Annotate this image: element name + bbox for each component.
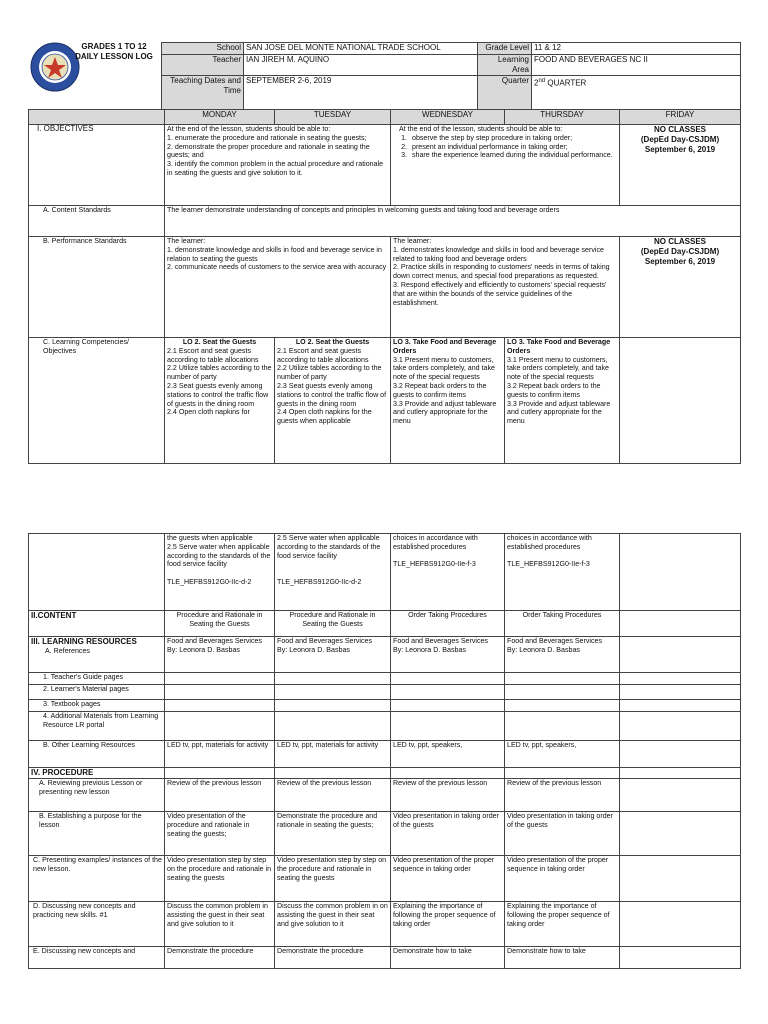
procedure-label: IV. PROCEDURE bbox=[29, 768, 165, 779]
proc-e-friday bbox=[620, 947, 741, 969]
objectives-label: I. OBJECTIVES bbox=[29, 125, 165, 206]
proc-c-friday bbox=[620, 856, 741, 902]
continuation-label bbox=[29, 534, 165, 611]
day-wednesday: WEDNESDAY bbox=[391, 110, 505, 125]
performance-standards-mon-tue: The learner: 1. demonstrate knowledge and skills in food and beverage service in relation to seating the guests 2. communicate needs of customers to the service area with accuracy bbox=[165, 237, 391, 338]
competencies-wednesday: LO 3. Take Food and Beverage Orders 3.1 Present menu to customers, take orders completely, and take note of the special requests 3.2 Repeat back orders to the guests to confirm items 3.3 Provide and adjust tableware and cutlery appropriate for the menu bbox=[391, 338, 505, 464]
content-tuesday: Procedure and Rationale in Seating the Guests bbox=[275, 611, 391, 637]
teaching-dates-label: Teaching Dates and Time bbox=[162, 76, 244, 110]
textbook-label: 3. Textbook pages bbox=[29, 700, 165, 712]
proc-c-monday: Video presentation step by step on the procedure and rationale in seating the guests bbox=[165, 856, 275, 902]
other-resources-label: B. Other Learning Resources bbox=[29, 741, 165, 768]
performance-standards-wed-thu: The learner: 1. demonstrates knowledge and skills in food and beverage service related to taking food and beverage orders 2. Practice skills in responding to customers' needs in terms of taking down correct menus, and special food preparations as requested. 3. Respond effectively and efficiently to customers' special requests' that are within the bounds of the service guidelines of the establishment. bbox=[391, 237, 620, 338]
day-monday: MONDAY bbox=[165, 110, 275, 125]
continuation-friday bbox=[620, 534, 741, 611]
proc-b-monday: Video presentation of the procedure and rationale in seating the guests; bbox=[165, 812, 275, 856]
proc-d-tuesday: Discuss the common problem in on assisting the guest in their seat and give solution to it bbox=[275, 902, 391, 947]
teacher-value: IAN JIREH M. AQUINO bbox=[244, 55, 478, 76]
objectives-mon-tue: At the end of the lesson, students should be able to: 1. enumerate the procedure and rationale in seating the guests; 2. demonstrate the proper procedure and rationale in seating the guests; and 3. identify the common problem in the actual procedure and rationale in seating the guests and give solution to it. bbox=[165, 125, 391, 206]
proc-b-thursday: Video presentation in taking order of the guests bbox=[505, 812, 620, 856]
teaching-dates-value: SEPTEMBER 2-6, 2019 bbox=[244, 76, 478, 110]
quarter-label: Quarter bbox=[478, 76, 532, 110]
proc-c-label: C. Presenting examples/ instances of the new lesson. bbox=[29, 856, 165, 902]
other-resources-tuesday: LED tv, ppt, materials for activity bbox=[275, 741, 391, 768]
document-title bbox=[72, 42, 156, 62]
continuation-wednesday: choices in accordance with established procedures TLE_HEFBS912G0-IIe-f-3 bbox=[391, 534, 505, 611]
resources-tuesday: Food and Beverages Services By: Leonora D. Basbas bbox=[275, 637, 391, 673]
content-thursday: Order Taking Procedures bbox=[505, 611, 620, 637]
proc-d-thursday: Explaining the importance of following the proper sequence of taking order bbox=[505, 902, 620, 947]
proc-a-monday: Review of the previous lesson bbox=[165, 779, 275, 812]
teacher-label: Teacher bbox=[162, 55, 244, 76]
day-tuesday: TUESDAY bbox=[275, 110, 391, 125]
proc-b-tuesday: Demonstrate the procedure and rationale in seating the guests; bbox=[275, 812, 391, 856]
resources-label: III. LEARNING RESOURCES A. References bbox=[29, 637, 165, 673]
content-monday: Procedure and Rationale in Seating the Guests bbox=[165, 611, 275, 637]
proc-a-friday bbox=[620, 779, 741, 812]
proc-c-thursday: Video presentation of the proper sequence in taking order bbox=[505, 856, 620, 902]
school-label: School bbox=[162, 43, 244, 55]
resources-thursday: Food and Beverages Services By: Leonora D. Basbas bbox=[505, 637, 620, 673]
proc-d-friday bbox=[620, 902, 741, 947]
grade-level-label: Grade Level bbox=[478, 43, 532, 55]
proc-a-thursday: Review of the previous lesson bbox=[505, 779, 620, 812]
continuation-thursday: choices in accordance with established procedures TLE_HEFBS912G0-IIe-f-3 bbox=[505, 534, 620, 611]
resources-monday: Food and Beverages Services By: Leonora D. Basbas bbox=[165, 637, 275, 673]
content-label: II.CONTENT bbox=[29, 611, 165, 637]
corner-cell bbox=[29, 110, 165, 125]
header-table bbox=[161, 42, 741, 110]
proc-a-label: A. Reviewing previous Lesson or presenting new lesson bbox=[29, 779, 165, 812]
content-standards-text: The learner demonstrate understanding of concepts and principles in welcoming guests and taking food and beverage orders bbox=[165, 206, 741, 237]
day-friday: FRIDAY bbox=[620, 110, 741, 125]
other-resources-monday: LED tv, ppt, materials for activity bbox=[165, 741, 275, 768]
resources-friday bbox=[620, 637, 741, 673]
quarter-value: 2nd QUARTER bbox=[532, 76, 741, 110]
additional-materials-label: 4. Additional Materials from Learning Resource LR portal bbox=[29, 712, 165, 741]
proc-a-wednesday: Review of the previous lesson bbox=[391, 779, 505, 812]
learners-material-label: 2. Learner's Material pages bbox=[29, 685, 165, 700]
proc-e-label: E. Discussing new concepts and bbox=[29, 947, 165, 969]
continuation-monday: the guests when applicable 2.5 Serve water when applicable according to the standards of the food service facility TLE_HEFBS912G0-IIc-d-2 bbox=[165, 534, 275, 611]
proc-d-wednesday: Explaining the importance of following the proper sequence of taking order bbox=[391, 902, 505, 947]
proc-d-label: D. Discussing new concepts and practicing new skills. #1 bbox=[29, 902, 165, 947]
competencies-friday bbox=[620, 338, 741, 464]
learning-area-value: FOOD AND BEVERAGES NC II bbox=[532, 55, 741, 76]
school-value: SAN JOSE DEL MONTE NATIONAL TRADE SCHOOL bbox=[244, 43, 478, 55]
proc-e-monday: Demonstrate the procedure bbox=[165, 947, 275, 969]
proc-c-wednesday: Video presentation of the proper sequence in taking order bbox=[391, 856, 505, 902]
objectives-wed-thu: At the end of the lesson, students should be able to: 1. observe the step by step procedure in taking order; 2. present an individual performance in taking order; 3. share the experience learned during the individual performance. bbox=[391, 125, 620, 206]
grade-level-value: 11 & 12 bbox=[532, 43, 741, 55]
day-thursday: THURSDAY bbox=[505, 110, 620, 125]
title-line1: GRADES 1 TO 12 bbox=[81, 42, 147, 51]
lesson-table-page2 bbox=[28, 533, 741, 969]
other-resources-thursday: LED tv, ppt, speakers, bbox=[505, 741, 620, 768]
performance-standards-friday: NO CLASSES (DepEd Day-CSJDM) September 6, 2019 bbox=[620, 237, 741, 338]
proc-c-tuesday: Video presentation step by step on the procedure and rationale in seating the guests bbox=[275, 856, 391, 902]
proc-b-label: B. Establishing a purpose for the lesson bbox=[29, 812, 165, 856]
title-line2: DAILY LESSON LOG bbox=[75, 52, 153, 61]
proc-a-tuesday: Review of the previous lesson bbox=[275, 779, 391, 812]
proc-b-friday bbox=[620, 812, 741, 856]
proc-e-tuesday: Demonstrate the procedure bbox=[275, 947, 391, 969]
other-resources-friday bbox=[620, 741, 741, 768]
content-standards-label: A. Content Standards bbox=[29, 206, 165, 237]
proc-e-thursday: Demonstrate how to take bbox=[505, 947, 620, 969]
proc-b-wednesday: Video presentation in taking order of the guests bbox=[391, 812, 505, 856]
content-wednesday: Order Taking Procedures bbox=[391, 611, 505, 637]
lesson-table-page1 bbox=[28, 109, 741, 464]
proc-e-wednesday: Demonstrate how to take bbox=[391, 947, 505, 969]
continuation-tuesday: 2.5 Serve water when applicable according to the standards of the food service facility TLE_HEFBS912G0-IIc-d-2 bbox=[275, 534, 391, 611]
competencies-monday: LO 2. Seat the Guests 2.1 Escort and seat guests according to table allocations 2.2 Utilize tables according to the number of party 2.3 Seat guests evenly among stations to control the traffic flow of guests in the dining room 2.4 Open cloth napkins for bbox=[165, 338, 275, 464]
teachers-guide-label: 1. Teacher's Guide pages bbox=[29, 673, 165, 685]
other-resources-wednesday: LED tv, ppt, speakers, bbox=[391, 741, 505, 768]
competencies-thursday: LO 3. Take Food and Beverage Orders 3.1 Present menu to customers, take orders completely, and take note of the special requests 3.2 Repeat back orders to the guests to confirm items 3.3 Provide and adjust tableware and cutlery appropriate for the menu bbox=[505, 338, 620, 464]
competencies-tuesday: LO 2. Seat the Guests 2.1 Escort and seat guests according to table allocations 2.2 Utilize tables according to the number of party 2.3 Seat guests evenly among stations to control the traffic flow of guests in the dining room 2.4 Open cloth napkins for the guests when applicable bbox=[275, 338, 391, 464]
performance-standards-label: B. Performance Standards bbox=[29, 237, 165, 338]
competencies-label: C. Learning Competencies/ Objectives bbox=[29, 338, 165, 464]
content-friday bbox=[620, 611, 741, 637]
objectives-friday: NO CLASSES (DepEd Day-CSJDM) September 6, 2019 bbox=[620, 125, 741, 206]
proc-d-monday: Discuss the common problem in assisting the guest in their seat and give solution to it bbox=[165, 902, 275, 947]
resources-wednesday: Food and Beverages Services By: Leonora D. Basbas bbox=[391, 637, 505, 673]
learning-area-label: Learning Area bbox=[478, 55, 532, 76]
